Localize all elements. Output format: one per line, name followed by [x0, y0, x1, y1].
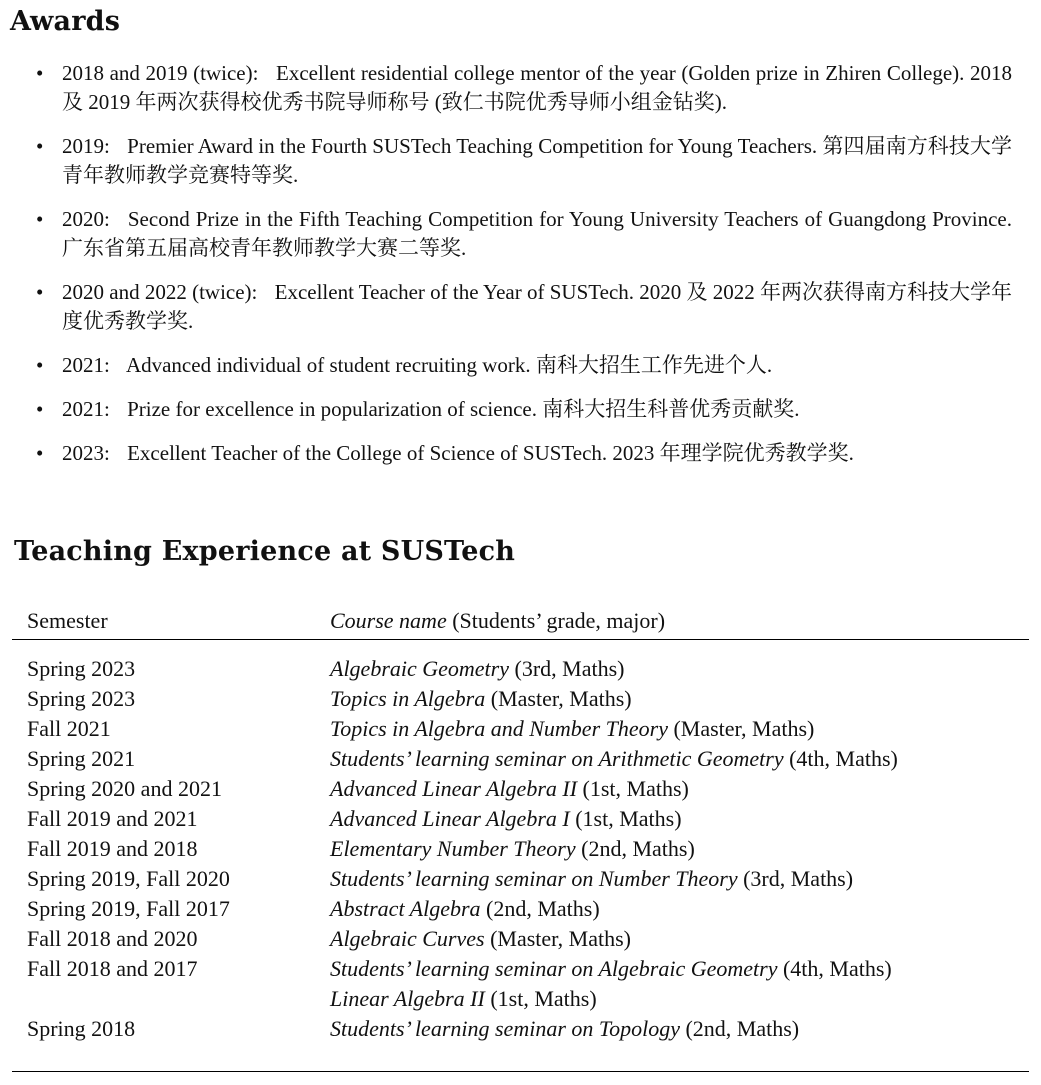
award-item	[0, 59, 1012, 117]
bullet-icon: •	[36, 280, 44, 304]
award-item	[0, 278, 1012, 336]
course-cell	[330, 804, 682, 834]
course-detail: (2nd, Maths)	[581, 836, 695, 861]
table-row	[12, 1014, 1029, 1044]
bullet-icon: •	[36, 397, 44, 421]
course-name: Students’ learning seminar on Number Theory	[330, 866, 738, 891]
award-text: Excellent residential college mentor of the year (Golden prize in Zhiren College). 2018 及 2019 年两次获得校优秀书院导师称号 (致仁书院优秀导师小组金钻奖).	[62, 61, 1013, 114]
course-cell	[330, 864, 853, 894]
award-text: Premier Award in the Fourth SUSTech Teaching Competition for Young Teachers. 第四届南方科技大学青年教师教学竞赛特等奖.	[62, 134, 1013, 187]
award-text: Advanced individual of student recruiting work. 南科大招生工作先进个人.	[125, 353, 773, 377]
bullet-icon: •	[36, 61, 44, 85]
award-item	[0, 132, 1012, 190]
table-row	[12, 654, 1029, 684]
table-row	[12, 894, 1029, 924]
table-top-rule	[12, 639, 1029, 640]
award-item	[0, 351, 1012, 380]
award-item	[0, 395, 1012, 424]
course-detail: (Master, Maths)	[490, 686, 632, 711]
course-column-header	[330, 606, 665, 636]
course-detail: (1st, Maths)	[575, 806, 682, 831]
awards-list	[0, 59, 1041, 483]
course-name: Students’ learning seminar on Topology	[330, 1016, 680, 1041]
bullet-icon: •	[36, 207, 44, 231]
semester-cell: Spring 2018	[27, 1016, 136, 1041]
course-cell	[330, 714, 814, 744]
bullet-icon: •	[36, 353, 44, 377]
award-item	[0, 205, 1012, 263]
award-item	[0, 439, 1012, 468]
bullet-icon: •	[36, 134, 44, 158]
course-detail: (Master, Maths)	[673, 716, 815, 741]
award-year: 2021:	[62, 353, 110, 377]
course-name: Elementary Number Theory	[330, 836, 576, 861]
course-detail: (4th, Maths)	[782, 956, 892, 981]
award-year: 2020:	[62, 207, 110, 231]
semester-cell: Spring 2021	[27, 746, 136, 771]
semester-cell: Spring 2023	[27, 686, 136, 711]
table-bottom-rule	[12, 1071, 1029, 1072]
course-detail: (4th, Maths)	[789, 746, 898, 771]
course-name: Topics in Algebra and Number Theory	[330, 716, 668, 741]
award-text: Prize for excellence in popularization of science. 南科大招生科普优秀贡献奖.	[127, 397, 800, 421]
table-row	[12, 804, 1029, 834]
course-cell	[330, 1014, 799, 1044]
course-detail: (1st, Maths)	[490, 986, 597, 1011]
course-name: Algebraic Geometry	[330, 656, 509, 681]
semester-cell: Fall 2019 and 2021	[27, 806, 198, 831]
award-text: Excellent Teacher of the Year of SUSTech. 2020 及 2022 年两次获得南方科技大学年度优秀教学奖.	[62, 280, 1013, 333]
awards-heading: Awards	[10, 6, 121, 37]
course-name: Topics in Algebra	[330, 686, 486, 711]
course-detail: (3rd, Maths)	[514, 656, 625, 681]
award-year: 2020 and 2022 (twice):	[62, 280, 258, 304]
table-row	[12, 774, 1029, 804]
table-row	[12, 984, 1029, 1014]
award-text: Second Prize in the Fifth Teaching Competition for Young University Teachers of Guangdong Province. 广东省第五届高校青年教师教学大赛二等奖.	[62, 207, 1012, 260]
course-cell	[330, 894, 600, 924]
course-name: Students’ learning seminar on Algebraic Geometry	[330, 956, 778, 981]
course-cell	[330, 834, 695, 864]
course-detail: (2nd, Maths)	[486, 896, 600, 921]
course-cell	[330, 954, 892, 984]
award-year: 2021:	[62, 397, 110, 421]
semester-cell: Fall 2018 and 2020	[27, 926, 198, 951]
table-row	[12, 744, 1029, 774]
bullet-icon: •	[36, 441, 44, 465]
semester-cell: Spring 2019, Fall 2020	[27, 866, 230, 891]
course-name: Advanced Linear Algebra II	[330, 776, 578, 801]
course-detail: (Master, Maths)	[490, 926, 631, 951]
semester-cell: Spring 2020 and 2021	[27, 776, 222, 801]
table-row	[12, 684, 1029, 714]
semester-cell: Spring 2019, Fall 2017	[27, 896, 230, 921]
table-row	[12, 864, 1029, 894]
course-detail: (3rd, Maths)	[743, 866, 854, 891]
teaching-heading: Teaching Experience at SUSTech	[14, 536, 516, 567]
table-row	[12, 834, 1029, 864]
award-year: 2023:	[62, 441, 110, 465]
table-row	[12, 714, 1029, 744]
course-header-detail: (Students’ grade, major)	[452, 608, 666, 633]
course-header-label: Course name	[330, 608, 447, 633]
course-cell	[330, 654, 624, 684]
semester-cell: Fall 2019 and 2018	[27, 836, 198, 861]
award-year: 2019:	[62, 134, 110, 158]
semester-cell: Fall 2021	[27, 716, 111, 741]
course-cell	[330, 774, 689, 804]
semester-column-header: Semester	[27, 608, 108, 633]
course-name: Algebraic Curves	[330, 926, 485, 951]
table-header-row	[12, 606, 1029, 636]
course-detail: (2nd, Maths)	[685, 1016, 800, 1041]
course-cell	[330, 984, 597, 1014]
table-row	[12, 954, 1029, 984]
course-name: Advanced Linear Algebra I	[330, 806, 570, 831]
semester-cell: Spring 2023	[27, 656, 136, 681]
course-cell	[330, 744, 898, 774]
course-name: Students’ learning seminar on Arithmetic Geometry	[330, 746, 784, 771]
course-cell	[330, 684, 632, 714]
course-cell	[330, 924, 631, 954]
course-detail: (1st, Maths)	[582, 776, 689, 801]
award-year: 2018 and 2019 (twice):	[62, 61, 259, 85]
table-row	[12, 924, 1029, 954]
award-text: Excellent Teacher of the College of Science of SUSTech. 2023 年理学院优秀教学奖.	[127, 441, 854, 465]
course-name: Linear Algebra II	[330, 986, 485, 1011]
course-name: Abstract Algebra	[330, 896, 481, 921]
semester-cell: Fall 2018 and 2017	[27, 956, 198, 981]
